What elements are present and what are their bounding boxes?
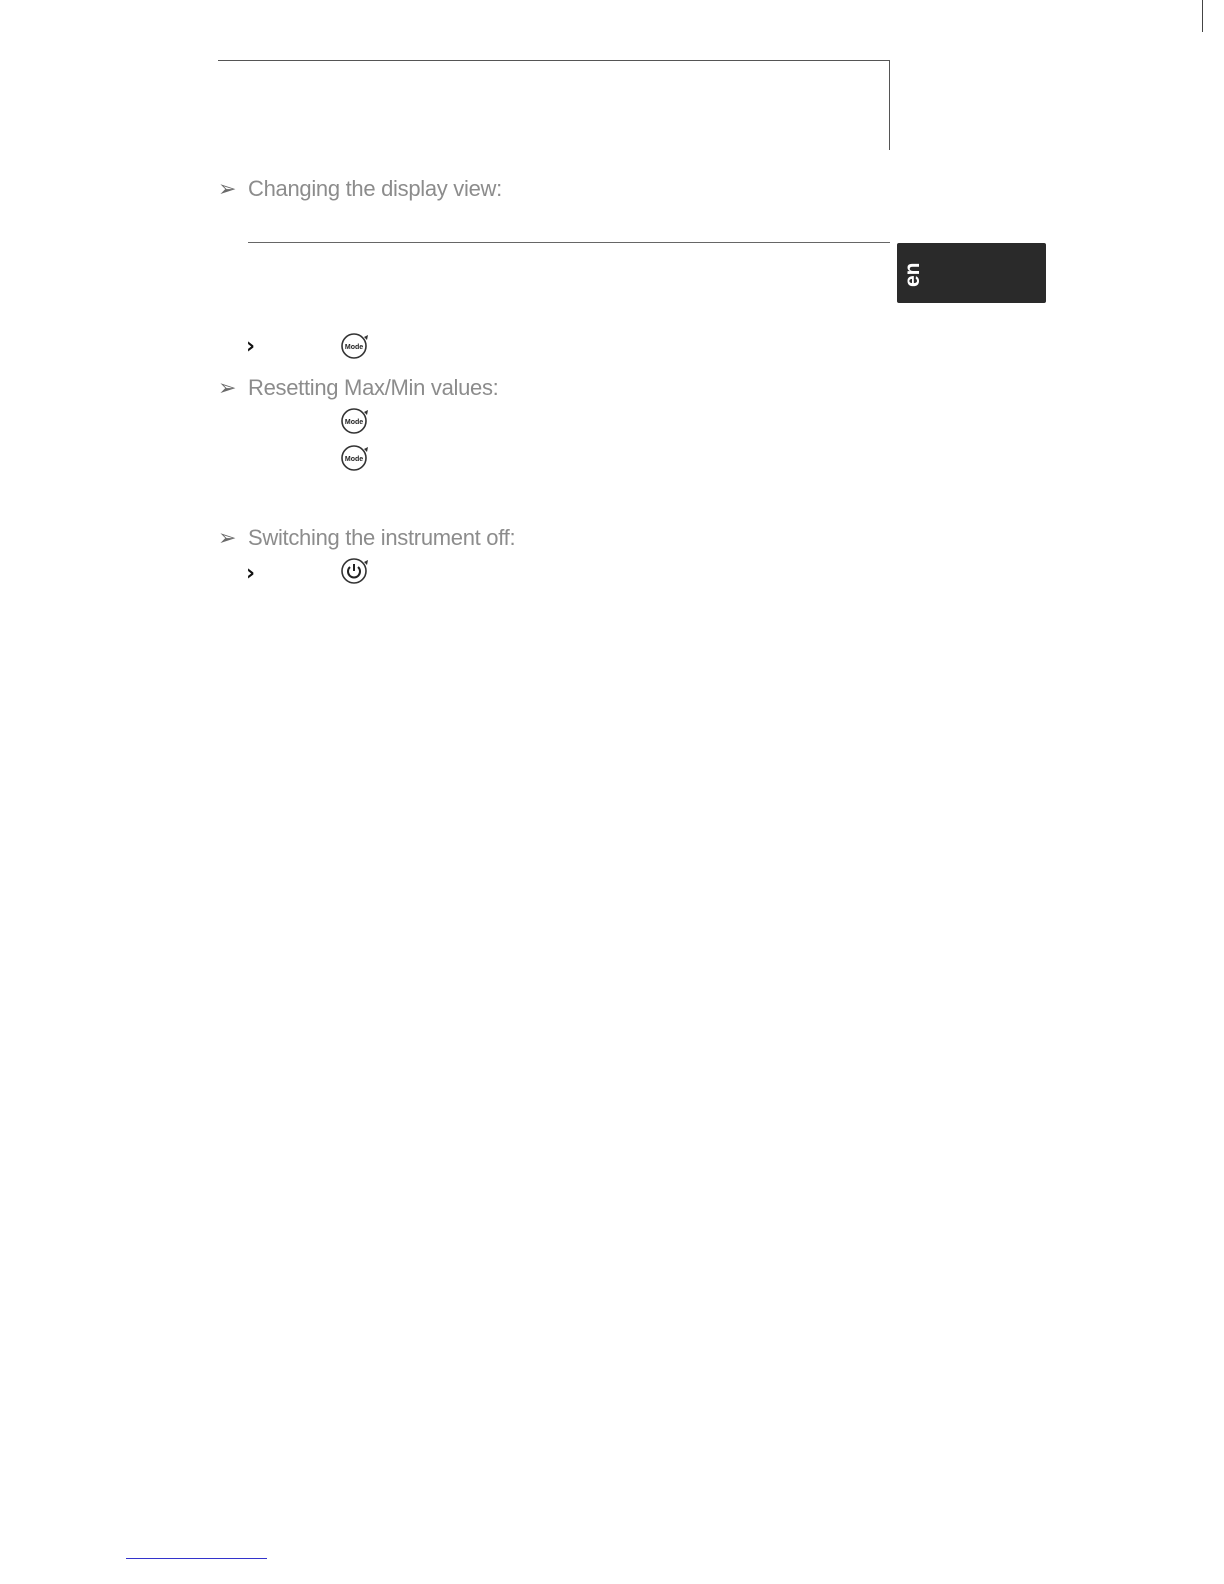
section-arrow-icon: ➢ xyxy=(218,525,237,550)
footer-link-underline[interactable] xyxy=(126,1558,267,1559)
language-tab-label: en xyxy=(901,262,924,287)
section-arrow-icon: ➢ xyxy=(218,176,237,201)
right-rule xyxy=(889,60,890,150)
section-arrow-icon: ➢ xyxy=(218,375,237,400)
top-rule xyxy=(218,60,890,61)
section-heading-reset-maxmin xyxy=(218,375,499,401)
table-rule xyxy=(248,242,890,243)
power-key-icon xyxy=(340,556,370,586)
section-heading-switch-off xyxy=(218,525,515,551)
section-title: Changing the display view: xyxy=(248,176,502,201)
section-title: Resetting Max/Min values: xyxy=(248,375,499,400)
section-title: Switching the instrument off: xyxy=(248,525,516,550)
language-tab[interactable] xyxy=(897,243,1046,303)
top-edge-line xyxy=(1202,0,1203,32)
step-marker: › xyxy=(246,561,256,586)
section-heading-display-view xyxy=(218,176,502,202)
svg-text:Mode: Mode xyxy=(344,456,364,463)
mode-key-icon xyxy=(340,406,370,436)
step-marker: › xyxy=(246,334,256,359)
svg-text:Mode: Mode xyxy=(344,344,364,351)
svg-text:Mode: Mode xyxy=(344,419,364,426)
mode-key-icon xyxy=(340,331,370,361)
mode-key-icon xyxy=(340,443,370,473)
